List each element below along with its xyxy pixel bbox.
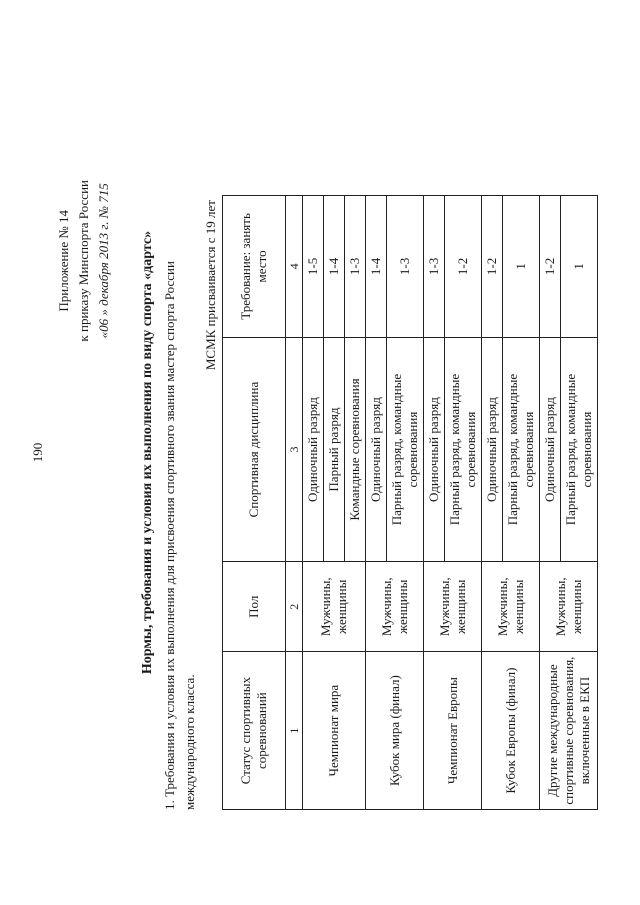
- place-cell: 1: [503, 196, 540, 338]
- discipline-cell: Парный разряд, командные соревнования: [445, 337, 482, 562]
- gender-cell: Мужчины, женщины: [424, 562, 482, 652]
- status-cell: Чемпионат Европы: [424, 652, 482, 810]
- place-cell: 1-2: [482, 196, 503, 338]
- gender-cell: Мужчины, женщины: [482, 562, 540, 652]
- place-cell: 1-5: [303, 196, 324, 338]
- place-cell: 1-4: [324, 196, 345, 338]
- table-row: [482, 196, 503, 810]
- appendix-block: [54, 180, 114, 342]
- table-column-number-row: [286, 196, 303, 810]
- discipline-cell: Командные соревнования: [345, 337, 366, 562]
- page-number: 190: [30, 442, 45, 463]
- age-note: МСМК присваивается с 19 лет: [203, 200, 218, 371]
- table-header-row: [223, 196, 286, 810]
- discipline-cell: Одиночный разряд: [424, 337, 445, 562]
- discipline-cell: Парный разряд, командные соревнования: [387, 337, 424, 562]
- discipline-cell: Одиночный разряд: [366, 337, 387, 562]
- header-place: Требование: занять место: [223, 196, 286, 338]
- place-cell: 1-2: [445, 196, 482, 338]
- discipline-cell: Парный разряд, командные соревнования: [503, 337, 540, 562]
- discipline-cell: Парный разряд: [324, 337, 345, 562]
- intro-paragraph: 1. Требования и условия их выполнения для присвоения спортивного звания мастер спорта России международного класса.: [162, 261, 197, 810]
- place-cell: 1: [561, 196, 598, 338]
- column-number: 1: [286, 652, 303, 810]
- gender-cell: Мужчины, женщины: [366, 562, 424, 652]
- place-cell: 1-3: [387, 196, 424, 338]
- header-status: Статус спортивных соревнований: [223, 652, 286, 810]
- discipline-cell: Парный разряд, командные соревнования: [561, 337, 598, 562]
- discipline-cell: Одиночный разряд: [482, 337, 503, 562]
- status-cell: Кубок мира (финал): [366, 652, 424, 810]
- status-cell: Другие международные спортивные соревнования, включенные в ЕКП: [540, 652, 598, 810]
- header-gender: Пол: [223, 562, 286, 652]
- table-row: [424, 196, 445, 810]
- place-cell: 1-4: [366, 196, 387, 338]
- appendix-order-ref: к приказу Минспорта России: [76, 180, 91, 342]
- column-number: 3: [286, 337, 303, 562]
- place-cell: 1-3: [424, 196, 445, 338]
- table-row: [303, 196, 324, 810]
- discipline-cell: Одиночный разряд: [540, 337, 561, 562]
- header-discipline: Спортивная дисциплина: [223, 337, 286, 562]
- status-cell: Кубок Европы (финал): [482, 652, 540, 810]
- place-cell: 1-3: [345, 196, 366, 338]
- discipline-cell: Одиночный разряд: [303, 337, 324, 562]
- column-number: 2: [286, 562, 303, 652]
- document-title: Нормы, требования и условия их выполнения по виду спорта «дартс»: [140, 230, 155, 675]
- gender-cell: Мужчины, женщины: [303, 562, 366, 652]
- gender-cell: Мужчины, женщины: [540, 562, 598, 652]
- status-cell: Чемпионат мира: [303, 652, 366, 810]
- column-number: 4: [286, 196, 303, 338]
- table-row: [366, 196, 387, 810]
- appendix-order-date: «06 » декабря 2013 г. № 715: [96, 183, 111, 339]
- appendix-title: Приложение № 14: [56, 209, 71, 312]
- table-row: [540, 196, 561, 810]
- norms-table: [222, 195, 598, 810]
- place-cell: 1-2: [540, 196, 561, 338]
